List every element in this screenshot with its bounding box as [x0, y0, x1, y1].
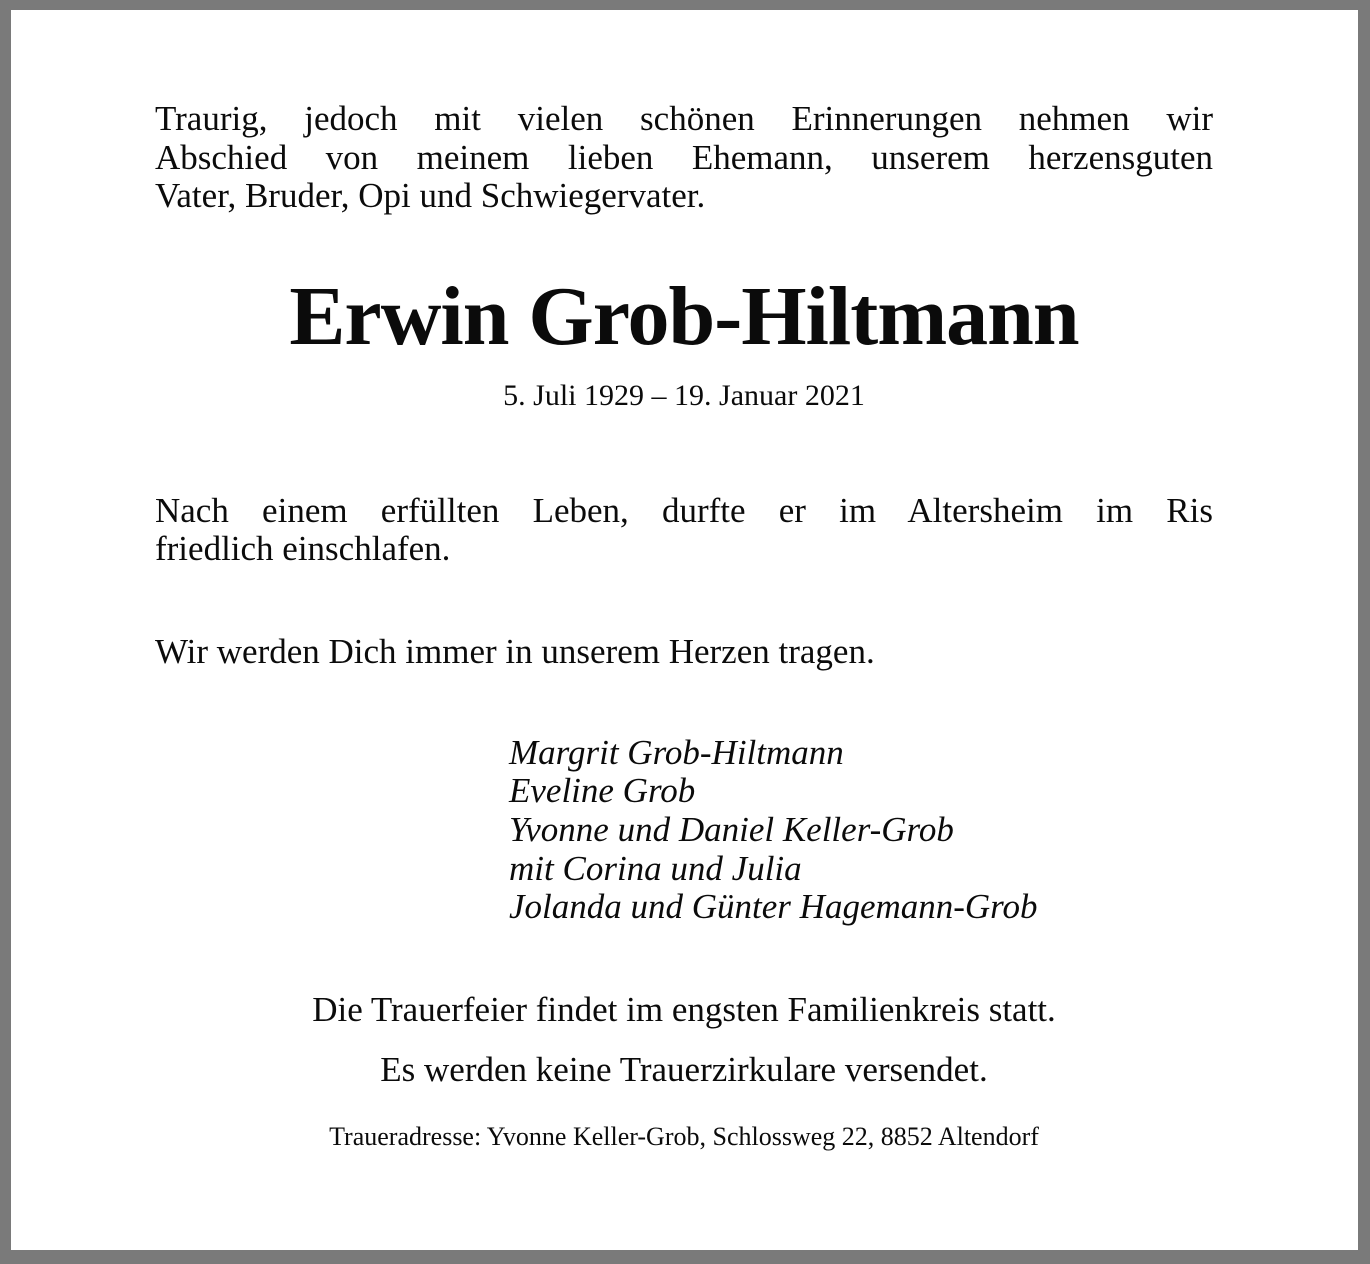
- life-dates: 5. Juli 1929 – 19. Januar 2021: [503, 378, 865, 412]
- deceased-name: Erwin Grob-Hiltmann: [289, 270, 1079, 364]
- mourner-name: Yvonne und Daniel Keller-Grob: [509, 810, 954, 850]
- intro-line: Traurig, jedoch mit vielen schönen Erinnerungen nehmen wir: [155, 99, 1213, 138]
- funeral-note: Die Trauerfeier findet im engsten Familienkreis statt.: [312, 990, 1056, 1030]
- mourning-address: Traueradresse: Yvonne Keller-Grob, Schlossweg 22, 8852 Altendorf: [329, 1121, 1039, 1151]
- mourner-name: Eveline Grob: [509, 771, 696, 811]
- intro-paragraph: [155, 100, 1213, 216]
- circular-note: Es werden keine Trauerzirkulare versendet.: [380, 1049, 988, 1089]
- obituary-content: [11, 10, 1358, 1250]
- mourner-name: mit Corina und Julia: [509, 848, 802, 888]
- mourner-name: Jolanda und Günter Hagemann-Grob: [509, 887, 1038, 927]
- mourner-name: Margrit Grob-Hiltmann: [509, 732, 844, 772]
- remembrance-line: Wir werden Dich immer in unserem Herzen tragen.: [155, 631, 875, 671]
- mourners-list: [509, 734, 1213, 928]
- intro-line: Abschied von meinem lieben Ehemann, unserem herzensguten: [155, 137, 1213, 177]
- passing-line: friedlich einschlafen.: [155, 529, 451, 569]
- intro-line: Vater, Bruder, Opi und Schwiegervater.: [155, 176, 706, 216]
- passing-paragraph: [155, 492, 1213, 569]
- passing-line: Nach einem erfüllten Leben, durfte er im Altersheim im Ris: [155, 490, 1213, 530]
